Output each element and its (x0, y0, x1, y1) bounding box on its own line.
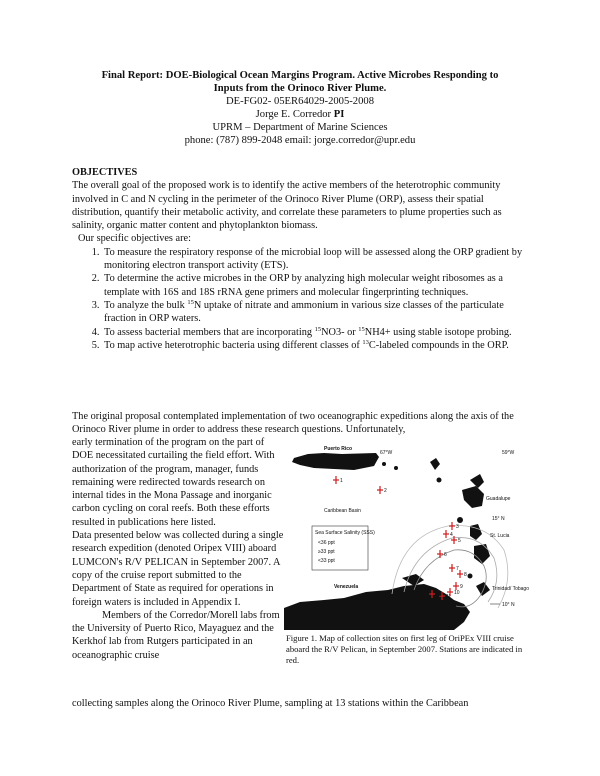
objective-item-3 (102, 299, 530, 326)
specific-objectives-intro: Our specific objectives are: (78, 233, 191, 245)
objective-item-2: 2. To determine the active microbes in the ORP by analyzing high molecular weight ribosomes as a template with 16S and 18S rRNA gene primers and molecular fingerprinting techniques. (102, 272, 530, 299)
legend-entry-c: <33 ppt (318, 558, 335, 564)
early-termination-paragraph: early termination of the program on the part of DOE necessitated curtailing the field effort. With authorization of the program, manager, funds remaining were redirected towards research on internal tides in the Mona Passage and inorganic carbon cycling on coral reefs. Both these efforts resulted in publications here listed. (72, 437, 275, 528)
isotope-15-sup: 15 (187, 298, 194, 306)
left-column-text (72, 436, 284, 662)
report-title-line-1: Final Report: DOE-Biological Ocean Margins Program. Active Microbes Responding to (101, 70, 499, 81)
station-label: 8 (464, 572, 467, 578)
objective-item-1: 1. To measure the respiratory response of the microbial loop will be assessed along the ORP gradient by monitoring electron transport activity (ETS). (102, 246, 530, 273)
station-label: 12 (436, 592, 442, 598)
objective-4-text-b: NO3- or (321, 326, 359, 338)
w59-label: 59°W (502, 450, 515, 456)
guadeloupe-label: Guadalupe (486, 496, 511, 502)
proposal-paragraph: The original proposal contemplated implementation of two oceanographic expeditions along the axis of the Orinoco River plume in order to address these research questions. Unfortunately, (72, 411, 514, 436)
venezuela-label: Venezuela (334, 584, 359, 590)
station-label: 3 (456, 524, 459, 530)
isotope-15-sup: 15 (314, 325, 322, 333)
objective-item-4 (102, 326, 530, 339)
objectives-section (72, 166, 530, 352)
station-map-figure (284, 440, 532, 630)
objective-3-text-b: N uptake of nitrate and ammonium in various size classes of the particulate fraction in ORP waters. (104, 299, 504, 325)
st-lucia-label: St. Lucia (490, 533, 510, 539)
objective-item-5 (102, 339, 530, 352)
objective-5-text-b: C-labeled compounds in the ORP. (368, 339, 509, 351)
station-label: 2 (384, 488, 387, 494)
contact-info: phone: (787) 899-2048 email: jorge.corredor@upr.edu (184, 135, 416, 146)
station-label: 5 (458, 538, 461, 544)
station-label: 9 (460, 584, 463, 590)
station-label: 6 (444, 552, 447, 558)
overall-goal-paragraph: The overall goal of the proposed work is to identify the active members of the heterotrophic community involved in C and N cycling in the perimeter of the Orinoco River Plume (ORP), assess their spatial distribution, quantify their metabolic activity, and correlate these parameters to plume properties such as salinity, organic matter content and phytoplankton biomass. (72, 180, 502, 232)
station-label: 4 (450, 532, 453, 538)
w67-label: 67°W (380, 450, 393, 456)
isotope-15-sup: 15 (358, 325, 365, 333)
station-label: 7 (456, 566, 459, 572)
continued-paragraph: collecting samples along the Orinoco River Plume, sampling at 13 stations within the Caribbean (72, 698, 469, 709)
objectives-heading: OBJECTIVES (72, 167, 138, 178)
objectives-list (72, 246, 530, 352)
author-name: Jorge E. Corredor (255, 109, 332, 120)
objective-3-text-a: To analyze the bulk (104, 299, 188, 311)
island-small (382, 462, 386, 466)
report-header (60, 69, 540, 147)
station-label: 11 (446, 594, 452, 600)
objective-4-text-c: NH4+ using stable isotope probing. (364, 326, 512, 338)
island-small (437, 478, 442, 483)
objective-4-text-a: To assess bacterial members that are incorporating (104, 326, 315, 338)
report-title-line-2: Inputs from the Orinoco River Plume. (213, 83, 387, 94)
legend-entry-a: <36 ppt (318, 540, 335, 546)
caribbean-basin-label: Caribbean Basin (324, 508, 361, 514)
island-small (394, 466, 398, 470)
objective-5-text-a: To map active heterotrophic bacteria using different classes of (104, 339, 363, 351)
isotope-13-sup: 13 (362, 338, 369, 346)
department: UPRM – Department of Marine Sciences (212, 122, 388, 133)
figure-caption: Figure 1. Map of collection sites on first leg of OriPEx VIII cruise aboard the R/V Pelican, in September 2007. Stations are indicated in red. (286, 633, 523, 665)
n10-label: 10° N (502, 602, 515, 608)
author-role: PI (333, 109, 345, 120)
author-line (60, 108, 540, 121)
puerto-rico-label: Puerto Rico (324, 446, 353, 452)
n15-label: 15° N (492, 516, 505, 522)
legend-entry-b: ≥33 ppt (318, 549, 335, 555)
island-small (457, 517, 463, 523)
station-label: 1 (340, 478, 343, 484)
data-collection-paragraph: Data presented below was collected during a single research expedition (denoted Oripex VIII) aboard LUMCON's R/V PELICAN in September 2007. A copy of the cruise report submitted to the Department of State as required for operations in foreign waters is included in Appendix I. (72, 530, 284, 608)
island-small (468, 574, 473, 579)
trinidad-label: Trinidad/ Tobago (492, 586, 529, 592)
legend-title: Sea Surface Salinity (SSS) (315, 530, 375, 536)
participants-paragraph: Members of the Corredor/Morell labs from the University of Puerto Rico, Mayaguez and the Kerkhof lab from Rutgers participated in an oceanographic cruise (72, 609, 280, 661)
grant-number: DE-FG02- 05ER64029-2005-2008 (225, 96, 374, 107)
station-label: 10 (454, 590, 460, 596)
